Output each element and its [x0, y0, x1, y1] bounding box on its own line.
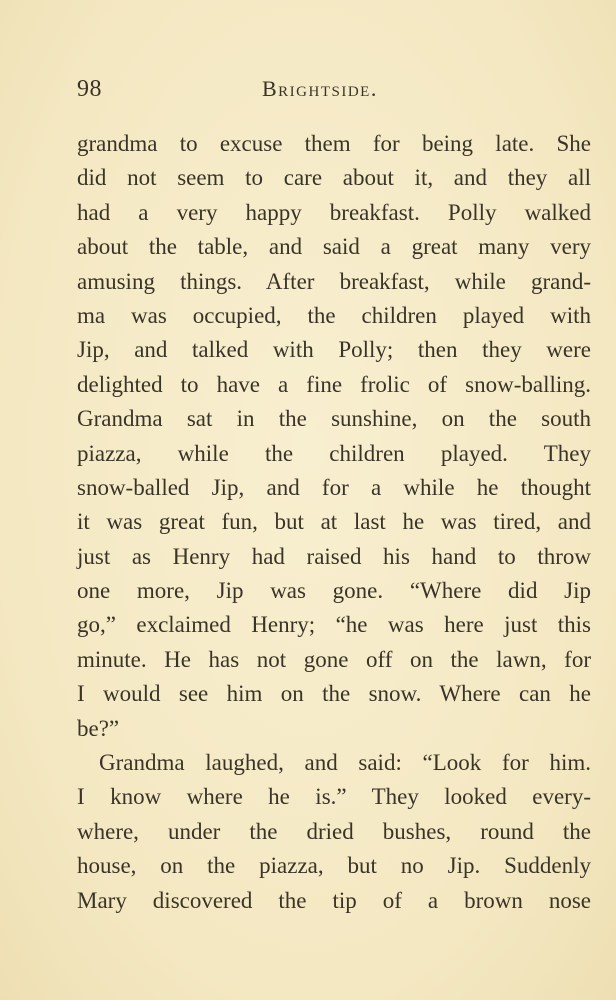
text-line: I know where he is.” They looked every-	[77, 784, 591, 810]
text-line: I would see him on the snow. Where can he	[77, 681, 591, 707]
text-line: go,” exclaimed Henry; “he was here just this	[77, 612, 591, 638]
text-line: house, on the piazza, but no Jip. Suddenly	[77, 853, 591, 879]
text-line: Grandma laughed, and said: “Look for him.	[99, 750, 591, 776]
text-line: delighted to have a fine frolic of snow-balling.	[77, 371, 591, 397]
text-line: minute. He has not gone off on the lawn, for	[77, 646, 591, 672]
text-line: snow-balled Jip, and for a while he thought	[77, 474, 591, 500]
text-line: piazza, while the children played. They	[77, 440, 591, 466]
page-header	[77, 76, 589, 108]
text-line: about the table, and said a great many very	[77, 234, 591, 260]
running-title: Brightside.	[262, 76, 378, 101]
text-line: did not seem to care about it, and they all	[77, 165, 591, 191]
text-line: where, under the dried bushes, round the	[77, 818, 591, 844]
text-line: grandma to excuse them for being late. She	[77, 131, 591, 156]
page-number: 98	[77, 76, 102, 102]
body-text	[77, 127, 591, 918]
text-line: ma was occupied, the children played with	[77, 302, 591, 328]
text-line: Mary discovered the tip of a brown nose	[77, 887, 591, 913]
text-line: amusing things. After breakfast, while grand-	[77, 268, 591, 294]
text-line: just as Henry had raised his hand to throw	[77, 543, 591, 569]
text-line: one more, Jip was gone. “Where did Jip	[77, 578, 591, 604]
text-line: had a very happy breakfast. Polly walked	[77, 199, 591, 225]
text-line: Grandma sat in the sunshine, on the south	[77, 406, 591, 432]
text-line: Jip, and talked with Polly; then they were	[77, 337, 591, 363]
text-line: it was great fun, but at last he was tired, and	[77, 509, 591, 535]
text-line: be?”	[77, 715, 120, 741]
